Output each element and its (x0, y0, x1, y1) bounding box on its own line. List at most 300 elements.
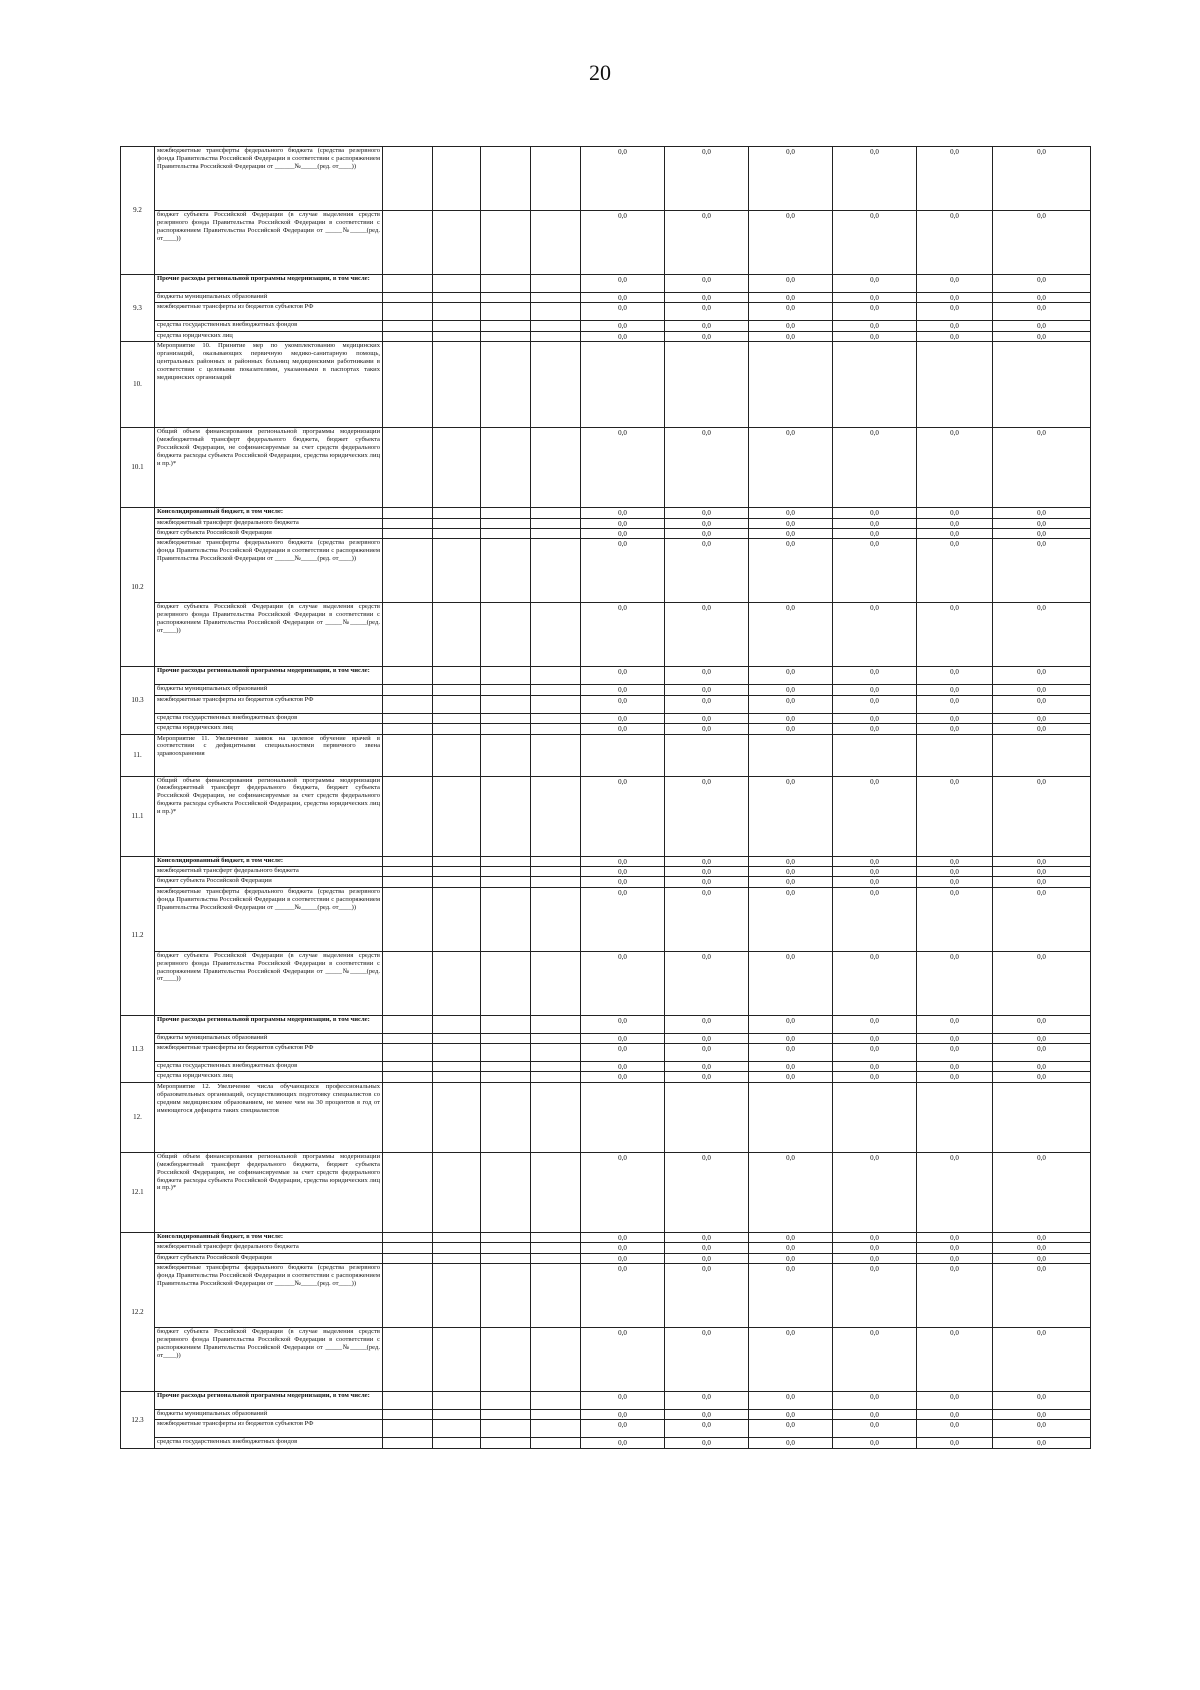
empty-cell (481, 293, 531, 303)
value-cell: 0,0 (749, 518, 833, 528)
value-cell: 0,0 (581, 1328, 665, 1392)
empty-cell (481, 1253, 531, 1263)
value-cell: 0,0 (665, 1062, 749, 1072)
row-label-cell: межбюджетные трансферты федерального бюджета (средства резервного фонда Правительства Российской Федерации в соответствии с распоряжением Правительства Российской Федерации от ______№_____(ред. от____)) (155, 147, 383, 211)
row-number-cell: 10.3 (121, 667, 155, 734)
empty-cell (433, 1438, 481, 1448)
value-cell: 0,0 (917, 1420, 993, 1438)
table-row (121, 887, 1091, 951)
empty-cell (531, 1328, 581, 1392)
value-cell: 0,0 (581, 1062, 665, 1072)
value-cell (665, 1082, 749, 1152)
empty-cell (531, 1410, 581, 1420)
table-row (121, 1420, 1091, 1438)
row-label-cell: средства юридических лиц (155, 331, 383, 341)
value-cell: 0,0 (749, 1392, 833, 1410)
row-label-cell: межбюджетные трансферты федерального бюджета (средства резервного фонда Правительства Российской Федерации в соответствии с распоряжением Правительства Российской Федерации от ______№_____(ред. от____)) (155, 539, 383, 603)
value-cell: 0,0 (581, 275, 665, 293)
value-cell: 0,0 (833, 147, 917, 211)
value-cell (749, 734, 833, 776)
empty-cell (383, 303, 433, 321)
value-cell: 0,0 (749, 667, 833, 685)
value-cell: 0,0 (833, 428, 917, 508)
empty-cell (531, 1072, 581, 1082)
value-cell: 0,0 (749, 1420, 833, 1438)
value-cell: 0,0 (917, 1033, 993, 1043)
value-cell: 0,0 (749, 1253, 833, 1263)
table-row (121, 734, 1091, 776)
row-label-cell: бюджет субъекта Российской Федерации (155, 528, 383, 538)
empty-cell (433, 342, 481, 428)
empty-cell (383, 1438, 433, 1448)
empty-cell (383, 1015, 433, 1033)
empty-cell (383, 528, 433, 538)
empty-cell (481, 866, 531, 876)
value-cell: 0,0 (581, 1152, 665, 1232)
value-cell: 0,0 (917, 539, 993, 603)
empty-cell (433, 428, 481, 508)
value-cell: 0,0 (993, 877, 1091, 887)
value-cell: 0,0 (749, 1438, 833, 1448)
value-cell: 0,0 (993, 1420, 1091, 1438)
empty-cell (481, 1082, 531, 1152)
empty-cell (481, 518, 531, 528)
row-label-cell: Прочие расходы региональной программы модернизации, в том числе: (155, 667, 383, 685)
row-label-cell: бюджет субъекта Российской Федерации (в случае выделения средств резервного фонда Правительства Российской Федерации в соответствии с распоряжением Правительства Российской Федерации от _____№_____(ред. от____)) (155, 211, 383, 275)
value-cell: 0,0 (993, 303, 1091, 321)
value-cell: 0,0 (665, 1033, 749, 1043)
value-cell: 0,0 (749, 1062, 833, 1072)
value-cell: 0,0 (917, 667, 993, 685)
value-cell: 0,0 (993, 321, 1091, 331)
value-cell: 0,0 (833, 1253, 917, 1263)
value-cell: 0,0 (665, 603, 749, 667)
value-cell: 0,0 (993, 211, 1091, 275)
value-cell (833, 1082, 917, 1152)
value-cell: 0,0 (833, 1232, 917, 1242)
empty-cell (531, 321, 581, 331)
empty-cell (383, 856, 433, 866)
empty-cell (481, 1410, 531, 1420)
empty-cell (481, 1264, 531, 1328)
table-row (121, 275, 1091, 293)
value-cell: 0,0 (749, 321, 833, 331)
table-row (121, 1253, 1091, 1263)
empty-cell (531, 685, 581, 695)
value-cell: 0,0 (833, 685, 917, 695)
row-label-cell: Консолидированный бюджет, в том числе: (155, 508, 383, 518)
value-cell: 0,0 (833, 1033, 917, 1043)
empty-cell (383, 1044, 433, 1062)
empty-cell (433, 667, 481, 685)
value-cell: 0,0 (917, 1072, 993, 1082)
empty-cell (383, 695, 433, 713)
value-cell: 0,0 (833, 724, 917, 734)
value-cell: 0,0 (833, 1410, 917, 1420)
value-cell: 0,0 (917, 695, 993, 713)
row-label-cell: межбюджетный трансферт федерального бюджета (155, 1243, 383, 1253)
empty-cell (481, 1072, 531, 1082)
value-cell: 0,0 (581, 1410, 665, 1420)
empty-cell (383, 1410, 433, 1420)
row-number-cell: 11.1 (121, 776, 155, 856)
value-cell: 0,0 (581, 695, 665, 713)
row-label-cell: средства государственных внебюджетных фондов (155, 321, 383, 331)
value-cell: 0,0 (581, 951, 665, 1015)
value-cell: 0,0 (749, 1033, 833, 1043)
value-cell: 0,0 (665, 866, 749, 876)
value-cell: 0,0 (665, 1420, 749, 1438)
value-cell: 0,0 (665, 856, 749, 866)
value-cell: 0,0 (917, 1232, 993, 1242)
value-cell: 0,0 (833, 951, 917, 1015)
empty-cell (383, 724, 433, 734)
value-cell: 0,0 (993, 1438, 1091, 1448)
empty-cell (481, 734, 531, 776)
empty-cell (433, 1015, 481, 1033)
row-number-cell: 10.1 (121, 428, 155, 508)
value-cell: 0,0 (917, 1410, 993, 1420)
row-label-cell: межбюджетные трансферты федерального бюджета (средства резервного фонда Правительства Российской Федерации в соответствии с распоряжением Правительства Российской Федерации от ______№_____(ред. от____)) (155, 887, 383, 951)
table-row (121, 866, 1091, 876)
value-cell: 0,0 (581, 724, 665, 734)
empty-cell (433, 603, 481, 667)
value-cell: 0,0 (665, 1152, 749, 1232)
value-cell: 0,0 (581, 1392, 665, 1410)
value-cell: 0,0 (917, 776, 993, 856)
row-label-cell: Прочие расходы региональной программы модернизации, в том числе: (155, 1392, 383, 1410)
value-cell: 0,0 (749, 211, 833, 275)
value-cell: 0,0 (833, 667, 917, 685)
value-cell: 0,0 (833, 1392, 917, 1410)
table-row (121, 603, 1091, 667)
empty-cell (531, 713, 581, 723)
empty-cell (481, 667, 531, 685)
empty-cell (383, 1420, 433, 1438)
row-label-cell: межбюджетные трансферты из бюджетов субъектов РФ (155, 1420, 383, 1438)
table-row (121, 685, 1091, 695)
row-label-cell: Мероприятие 11. Увеличение заявок на целевое обучение врачей в соответствии с дефицитными специальностями первичного звена здравоохранения (155, 734, 383, 776)
value-cell: 0,0 (665, 428, 749, 508)
empty-cell (531, 528, 581, 538)
value-cell: 0,0 (749, 951, 833, 1015)
value-cell: 0,0 (749, 293, 833, 303)
value-cell: 0,0 (993, 951, 1091, 1015)
value-cell: 0,0 (749, 603, 833, 667)
table-row (121, 528, 1091, 538)
value-cell: 0,0 (665, 695, 749, 713)
value-cell: 0,0 (993, 667, 1091, 685)
empty-cell (383, 508, 433, 518)
value-cell: 0,0 (917, 331, 993, 341)
value-cell: 0,0 (917, 1044, 993, 1062)
value-cell (581, 1082, 665, 1152)
value-cell (917, 342, 993, 428)
empty-cell (433, 1232, 481, 1242)
empty-cell (481, 713, 531, 723)
value-cell: 0,0 (665, 685, 749, 695)
empty-cell (383, 1062, 433, 1072)
empty-cell (433, 508, 481, 518)
value-cell: 0,0 (749, 303, 833, 321)
empty-cell (383, 275, 433, 293)
row-number-cell: 10.2 (121, 508, 155, 667)
empty-cell (531, 342, 581, 428)
value-cell: 0,0 (581, 211, 665, 275)
value-cell: 0,0 (749, 331, 833, 341)
row-label-cell: бюджет субъекта Российской Федерации (155, 877, 383, 887)
table-row (121, 342, 1091, 428)
empty-cell (481, 685, 531, 695)
row-label-cell: бюджет субъекта Российской Федерации (в случае выделения средств резервного фонда Правительства Российской Федерации в соответствии с распоряжением Правительства Российской Федерации от _____№_____(ред. от____)) (155, 1328, 383, 1392)
value-cell: 0,0 (993, 1264, 1091, 1328)
empty-cell (433, 1044, 481, 1062)
value-cell: 0,0 (833, 1015, 917, 1033)
financing-table (120, 146, 1091, 1449)
empty-cell (433, 528, 481, 538)
value-cell: 0,0 (581, 1264, 665, 1328)
value-cell: 0,0 (917, 866, 993, 876)
page-number: 20 (589, 60, 611, 85)
empty-cell (531, 211, 581, 275)
value-cell: 0,0 (581, 331, 665, 341)
empty-cell (383, 1033, 433, 1043)
value-cell: 0,0 (833, 508, 917, 518)
table-row (121, 321, 1091, 331)
empty-cell (481, 275, 531, 293)
table-row (121, 1072, 1091, 1082)
value-cell: 0,0 (833, 1152, 917, 1232)
empty-cell (433, 303, 481, 321)
empty-cell (531, 1082, 581, 1152)
value-cell (917, 1082, 993, 1152)
value-cell: 0,0 (993, 887, 1091, 951)
empty-cell (481, 951, 531, 1015)
empty-cell (383, 342, 433, 428)
value-cell: 0,0 (993, 528, 1091, 538)
empty-cell (531, 1015, 581, 1033)
value-cell: 0,0 (665, 539, 749, 603)
empty-cell (531, 1243, 581, 1253)
empty-cell (383, 866, 433, 876)
value-cell: 0,0 (665, 877, 749, 887)
empty-cell (433, 1392, 481, 1410)
value-cell: 0,0 (581, 147, 665, 211)
value-cell: 0,0 (917, 147, 993, 211)
empty-cell (433, 211, 481, 275)
value-cell: 0,0 (581, 776, 665, 856)
value-cell: 0,0 (581, 508, 665, 518)
empty-cell (531, 303, 581, 321)
value-cell: 0,0 (993, 1232, 1091, 1242)
row-label-cell: Общий объем финансирования региональной программы модернизации (межбюджетный трансферт федерального бюджета, бюджет субъекта Российской Федерации, не софинансируемые за счет средств федерального бюджета расходы субъекта Российской Федерации, средства юридических лиц и пр.)* (155, 1152, 383, 1232)
empty-cell (433, 1033, 481, 1043)
empty-cell (433, 1072, 481, 1082)
value-cell: 0,0 (833, 275, 917, 293)
value-cell: 0,0 (833, 331, 917, 341)
empty-cell (481, 147, 531, 211)
empty-cell (433, 147, 481, 211)
empty-cell (481, 1328, 531, 1392)
empty-cell (433, 539, 481, 603)
empty-cell (481, 1152, 531, 1232)
empty-cell (383, 321, 433, 331)
table-row (121, 713, 1091, 723)
value-cell (749, 342, 833, 428)
empty-cell (531, 293, 581, 303)
empty-cell (433, 1243, 481, 1253)
value-cell: 0,0 (917, 508, 993, 518)
row-label-cell: Общий объем финансирования региональной программы модернизации (межбюджетный трансферт федерального бюджета, бюджет субъекта Российской Федерации, не софинансируемые за счет средств федерального бюджета расходы субъекта Российской Федерации, средства юридических лиц и пр.)* (155, 428, 383, 508)
value-cell: 0,0 (917, 1152, 993, 1232)
row-number-cell: 11.2 (121, 856, 155, 1015)
table-row (121, 1232, 1091, 1242)
value-cell: 0,0 (833, 1062, 917, 1072)
empty-cell (433, 1152, 481, 1232)
table-row (121, 1328, 1091, 1392)
value-cell: 0,0 (749, 1410, 833, 1420)
value-cell: 0,0 (665, 951, 749, 1015)
value-cell: 0,0 (581, 1072, 665, 1082)
row-label-cell: бюджет субъекта Российской Федерации (в случае выделения средств резервного фонда Правительства Российской Федерации в соответствии с распоряжением Правительства Российской Федерации от _____№_____(ред. от____)) (155, 951, 383, 1015)
value-cell: 0,0 (917, 1243, 993, 1253)
value-cell: 0,0 (917, 856, 993, 866)
value-cell (917, 734, 993, 776)
value-cell: 0,0 (581, 866, 665, 876)
value-cell: 0,0 (749, 1044, 833, 1062)
value-cell (749, 1082, 833, 1152)
empty-cell (531, 1033, 581, 1043)
value-cell: 0,0 (833, 1072, 917, 1082)
row-number-cell: 12.3 (121, 1392, 155, 1449)
empty-cell (531, 776, 581, 856)
value-cell: 0,0 (749, 275, 833, 293)
empty-cell (433, 275, 481, 293)
value-cell: 0,0 (993, 856, 1091, 866)
value-cell: 0,0 (917, 877, 993, 887)
empty-cell (481, 1420, 531, 1438)
value-cell: 0,0 (665, 1044, 749, 1062)
value-cell: 0,0 (581, 1420, 665, 1438)
value-cell: 0,0 (749, 508, 833, 518)
value-cell: 0,0 (917, 1062, 993, 1072)
empty-cell (531, 1264, 581, 1328)
empty-cell (481, 528, 531, 538)
value-cell: 0,0 (665, 321, 749, 331)
value-cell (833, 734, 917, 776)
value-cell: 0,0 (749, 1328, 833, 1392)
value-cell: 0,0 (917, 603, 993, 667)
empty-cell (433, 1410, 481, 1420)
value-cell: 0,0 (833, 603, 917, 667)
table-row (121, 1410, 1091, 1420)
empty-cell (433, 887, 481, 951)
value-cell: 0,0 (665, 147, 749, 211)
row-label-cell: межбюджетные трансферты федерального бюджета (средства резервного фонда Правительства Российской Федерации в соответствии с распоряжением Правительства Российской Федерации от ______№_____(ред. от____)) (155, 1264, 383, 1328)
row-label-cell: средства государственных внебюджетных фондов (155, 713, 383, 723)
value-cell: 0,0 (993, 331, 1091, 341)
value-cell: 0,0 (917, 1264, 993, 1328)
table-row (121, 1264, 1091, 1328)
value-cell: 0,0 (993, 1044, 1091, 1062)
value-cell: 0,0 (993, 724, 1091, 734)
empty-cell (383, 518, 433, 528)
value-cell: 0,0 (993, 1253, 1091, 1263)
row-label-cell: средства юридических лиц (155, 724, 383, 734)
value-cell: 0,0 (749, 695, 833, 713)
empty-cell (481, 877, 531, 887)
empty-cell (383, 293, 433, 303)
empty-cell (531, 1152, 581, 1232)
value-cell: 0,0 (581, 539, 665, 603)
value-cell: 0,0 (581, 528, 665, 538)
value-cell: 0,0 (833, 776, 917, 856)
row-number-cell: 12. (121, 1082, 155, 1152)
empty-cell (383, 685, 433, 695)
value-cell: 0,0 (581, 303, 665, 321)
row-label-cell: бюджеты муниципальных образований (155, 1410, 383, 1420)
empty-cell (531, 1253, 581, 1263)
row-label-cell: бюджет субъекта Российской Федерации (155, 1253, 383, 1263)
empty-cell (383, 1328, 433, 1392)
empty-cell (481, 776, 531, 856)
empty-cell (481, 724, 531, 734)
empty-cell (481, 1243, 531, 1253)
empty-cell (531, 331, 581, 341)
value-cell: 0,0 (581, 518, 665, 528)
value-cell: 0,0 (581, 1015, 665, 1033)
value-cell: 0,0 (993, 1033, 1091, 1043)
value-cell: 0,0 (833, 1438, 917, 1448)
value-cell: 0,0 (833, 321, 917, 331)
row-label-cell: Прочие расходы региональной программы модернизации, в том числе: (155, 1015, 383, 1033)
value-cell: 0,0 (749, 1152, 833, 1232)
value-cell: 0,0 (749, 685, 833, 695)
value-cell: 0,0 (665, 1392, 749, 1410)
value-cell: 0,0 (993, 1410, 1091, 1420)
value-cell (665, 734, 749, 776)
table-row (121, 331, 1091, 341)
empty-cell (531, 856, 581, 866)
value-cell: 0,0 (665, 1072, 749, 1082)
empty-cell (481, 856, 531, 866)
empty-cell (481, 211, 531, 275)
table-row (121, 428, 1091, 508)
empty-cell (433, 734, 481, 776)
value-cell: 0,0 (833, 866, 917, 876)
value-cell: 0,0 (833, 713, 917, 723)
empty-cell (383, 331, 433, 341)
value-cell: 0,0 (749, 539, 833, 603)
table-row (121, 1015, 1091, 1033)
value-cell (581, 734, 665, 776)
empty-cell (531, 147, 581, 211)
empty-cell (531, 866, 581, 876)
empty-cell (481, 603, 531, 667)
empty-cell (383, 1232, 433, 1242)
empty-cell (481, 303, 531, 321)
empty-cell (481, 695, 531, 713)
empty-cell (531, 667, 581, 685)
empty-cell (433, 724, 481, 734)
empty-cell (481, 1044, 531, 1062)
value-cell: 0,0 (993, 695, 1091, 713)
empty-cell (383, 147, 433, 211)
value-cell: 0,0 (749, 1232, 833, 1242)
value-cell: 0,0 (993, 1243, 1091, 1253)
row-number-cell: 11. (121, 734, 155, 776)
value-cell: 0,0 (917, 724, 993, 734)
